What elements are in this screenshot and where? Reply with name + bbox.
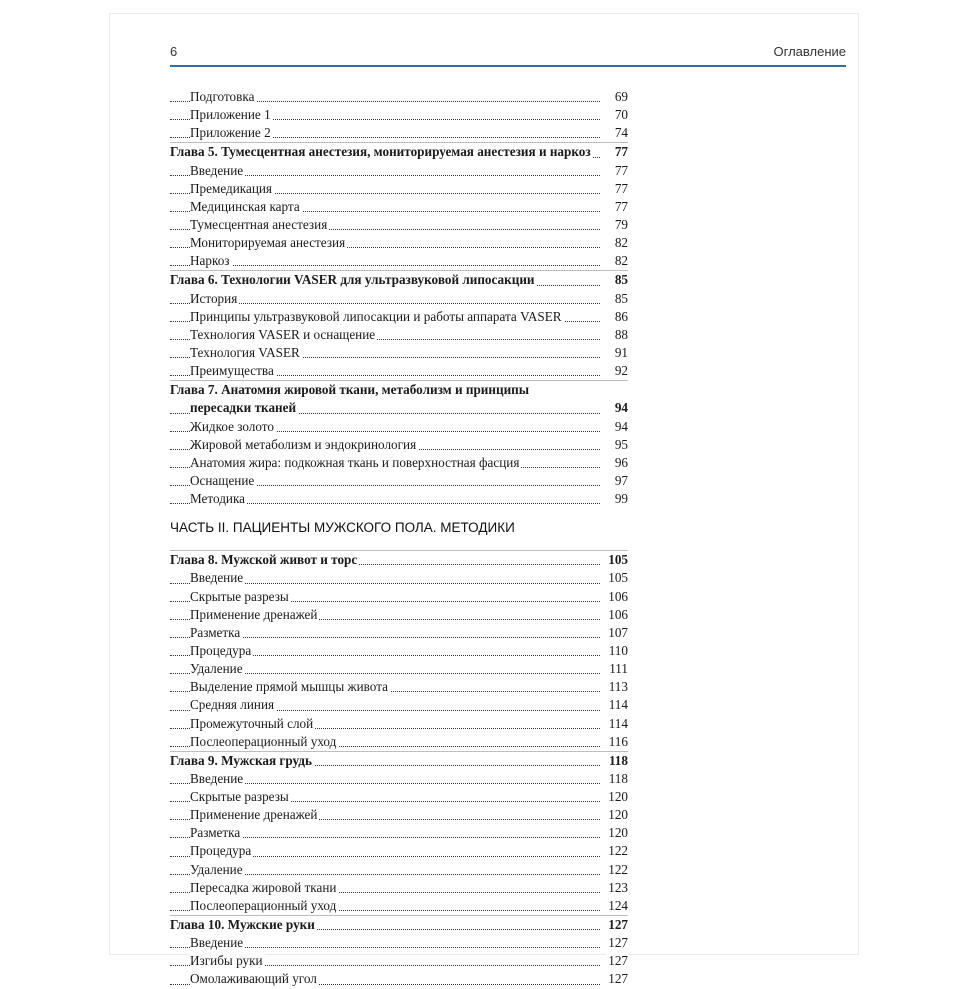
toc-entry-title: Разметка: [190, 624, 241, 640]
toc-chapter-entry: [170, 142, 628, 161]
toc-entry-page: 95: [613, 436, 628, 454]
toc-section-entry: [170, 970, 628, 988]
toc-entry-title: Глава 7. Анатомия жировой ткани, метаболизм и принципы: [170, 382, 530, 398]
toc-entry-title: Мониторируемая анестезия: [190, 235, 346, 251]
toc-section-entry: [170, 252, 628, 270]
toc-entry-page: 77: [613, 162, 628, 180]
toc-section-entry: [170, 234, 628, 252]
toc-entry-title: Премедикация: [190, 180, 273, 196]
toc-entry-title: Глава 6. Технологии VASER для ультразвуковой липосакции: [170, 272, 535, 288]
toc-section-entry: [170, 842, 628, 860]
toc-section-entry: [170, 88, 628, 106]
toc-entry-title: Послеоперационный уход: [190, 733, 337, 749]
toc-entry-title: Применение дренажей: [190, 606, 318, 622]
toc-entry-page: 110: [607, 642, 628, 660]
toc-section-entry: [170, 326, 628, 344]
toc-entry-page: 82: [613, 234, 628, 252]
toc-section-entry: [170, 490, 628, 508]
toc-entry-page: 127: [606, 934, 628, 952]
toc-entry-title: Глава 10. Мужские руки: [170, 917, 315, 933]
toc-entry-page: 79: [613, 216, 628, 234]
toc-entry-title: Выделение прямой мышцы живота: [190, 679, 389, 695]
toc-entry-title: История: [190, 290, 238, 306]
toc-section-entry: [170, 362, 628, 380]
toc-entry-page: 94: [613, 418, 628, 436]
toc-chapter-entry: [170, 915, 628, 934]
toc-entry-title: Введение: [190, 162, 244, 178]
toc-entry-page: 94: [613, 399, 628, 417]
dot-leader: [170, 265, 600, 266]
toc-entry-page: 114: [607, 696, 628, 714]
toc-entry-title: Пересадка жировой ткани: [190, 879, 337, 895]
toc-entry-title: Приложение 1: [190, 107, 271, 123]
toc-entry-page: 96: [613, 454, 628, 472]
toc-entry-title: Процедура: [190, 843, 252, 859]
toc-entry-title: Методика: [190, 491, 246, 507]
toc-entry-page: 123: [606, 879, 628, 897]
toc-entry-title: Промежуточный слой: [190, 715, 314, 731]
toc-section-entry: [170, 879, 628, 897]
toc-entry-title: Наркоз: [190, 253, 230, 269]
toc-entry-page: 77: [613, 143, 628, 161]
toc-chapter-entry: [170, 751, 628, 770]
toc-entry-page: 85: [613, 290, 628, 308]
toc-section-entry: [170, 106, 628, 124]
toc-section-entry: [170, 418, 628, 436]
toc-entry-title: Глава 5. Тумесцентная анестезия, мониторируемая анестезия и наркоз: [170, 144, 591, 160]
toc-entry-page: 120: [606, 824, 628, 842]
toc-section-entry: [170, 824, 628, 842]
toc-entry-title: Технология VASER: [190, 344, 300, 360]
page-number: 6: [170, 44, 178, 59]
toc-entry-page: 74: [613, 124, 628, 142]
toc-section-entry: [170, 198, 628, 216]
toc-chapter-entry-continuation: [170, 399, 628, 417]
toc-entry-title: пересадки тканей: [190, 400, 297, 416]
toc-entry-page: 127: [606, 916, 628, 934]
toc-entry-title: Введение: [190, 570, 244, 586]
toc-section-entry: [170, 806, 628, 824]
book-page: [110, 14, 858, 987]
toc-section-entry: [170, 861, 628, 879]
toc-entry-title: Введение: [190, 935, 244, 951]
toc-section-entry: [170, 290, 628, 308]
toc-section-entry: [170, 124, 628, 142]
toc-chapter-entry: [170, 380, 628, 399]
toc-entry-title: Процедура: [190, 642, 252, 658]
toc-entry-page: 88: [613, 326, 628, 344]
toc-entry-title: Удаление: [190, 861, 243, 877]
toc-entry-title: Послеоперационный уход: [190, 897, 337, 913]
toc-entry-page: 106: [606, 588, 628, 606]
toc-chapter-entry: [170, 550, 628, 569]
toc-section-entry: [170, 180, 628, 198]
toc-entry-title: Жировой метаболизм и эндокринология: [190, 436, 417, 452]
toc-chapter-entry: [170, 270, 628, 289]
toc-entry-title: Медицинская карта: [190, 198, 300, 214]
toc-entry-page: 114: [607, 715, 628, 733]
toc-section-entry: [170, 952, 628, 970]
toc-group-part-2: [170, 550, 628, 988]
toc-entry-page: 127: [606, 952, 628, 970]
toc-section-entry: [170, 770, 628, 788]
toc-entry-title: Удаление: [190, 661, 243, 677]
toc-entry-title: Омолаживающий угол: [190, 971, 317, 987]
toc-entry-title: Глава 9. Мужская грудь: [170, 752, 312, 768]
toc-entry-page: 113: [607, 678, 628, 696]
toc-entry-title: Изгибы руки: [190, 953, 263, 969]
toc-entry-page: 120: [606, 806, 628, 824]
toc-entry-title: Технология VASER и оснащение: [190, 326, 376, 342]
toc-entry-page: 91: [613, 344, 628, 362]
toc-section-entry: [170, 606, 628, 624]
toc-entry-title: Приложение 2: [190, 125, 271, 141]
toc-section-entry: [170, 678, 628, 696]
toc-section-entry: [170, 660, 628, 678]
table-of-contents: [170, 88, 628, 989]
toc-section-entry: [170, 308, 628, 326]
toc-entry-page: 69: [613, 88, 628, 106]
toc-entry-page: 77: [613, 198, 628, 216]
toc-section-entry: [170, 344, 628, 362]
toc-entry-title: Скрытые разрезы: [190, 588, 289, 604]
toc-entry-title: Жидкое золото: [190, 418, 274, 434]
toc-section-entry: [170, 733, 628, 751]
toc-entry-title: Принципы ультразвуковой липосакции и работы аппарата VASER: [190, 308, 562, 324]
toc-section-entry: [170, 696, 628, 714]
toc-entry-title: Оснащение: [190, 472, 255, 488]
toc-entry-page: 118: [607, 770, 628, 788]
header-rule: [170, 65, 846, 67]
toc-section-entry: [170, 788, 628, 806]
toc-entry-page: 118: [607, 752, 628, 770]
toc-section-entry: [170, 162, 628, 180]
toc-entry-page: 82: [613, 252, 628, 270]
toc-section-entry: [170, 897, 628, 915]
toc-section-entry: [170, 569, 628, 587]
toc-section-entry: [170, 624, 628, 642]
toc-entry-page: 105: [606, 551, 628, 569]
toc-entry-page: 116: [607, 733, 628, 751]
toc-section-entry: [170, 454, 628, 472]
toc-entry-page: 77: [613, 180, 628, 198]
toc-entry-title: Подготовка: [190, 89, 255, 104]
toc-group-part-1: [170, 88, 628, 508]
running-head: [170, 44, 846, 64]
toc-entry-title: Разметка: [190, 825, 241, 841]
toc-entry-title: Средняя линия: [190, 697, 275, 713]
toc-entry-title: Преимущества: [190, 363, 274, 379]
toc-section-entry: [170, 588, 628, 606]
toc-entry-title: Тумесцентная анестезия: [190, 216, 328, 232]
part-heading: ЧАСТЬ II. ПАЦИЕНТЫ МУЖСКОГО ПОЛА. МЕТОДИКИ: [170, 520, 515, 536]
toc-entry-page: 99: [613, 490, 628, 508]
toc-section-entry: [170, 642, 628, 660]
toc-entry-page: 85: [613, 271, 628, 289]
toc-entry-page: 105: [606, 569, 628, 587]
toc-entry-title: Применение дренажей: [190, 807, 318, 823]
toc-entry-page: 111: [607, 660, 628, 678]
toc-entry-title: Анатомия жира: подкожная ткань и поверхностная фасция: [190, 454, 520, 470]
section-title: Оглавление: [773, 44, 846, 59]
toc-entry-page: 122: [606, 842, 628, 860]
toc-entry-page: 120: [606, 788, 628, 806]
toc-entry-title: Скрытые разрезы: [190, 789, 289, 805]
toc-entry-page: 127: [606, 970, 628, 988]
toc-section-entry: [170, 436, 628, 454]
toc-section-entry: [170, 472, 628, 490]
toc-entry-page: 124: [606, 897, 628, 915]
toc-section-entry: [170, 715, 628, 733]
toc-entry-title: Введение: [190, 770, 244, 786]
toc-entry-page: 106: [606, 606, 628, 624]
toc-entry-page: 92: [613, 362, 628, 380]
toc-entry-page: 86: [613, 308, 628, 326]
toc-section-entry: [170, 216, 628, 234]
toc-entry-page: 107: [606, 624, 628, 642]
toc-entry-title: Глава 8. Мужской живот и торс: [170, 552, 358, 568]
toc-section-entry: [170, 934, 628, 952]
toc-entry-page: 97: [613, 472, 628, 490]
toc-entry-page: 70: [613, 106, 628, 124]
toc-entry-page: 122: [606, 861, 628, 879]
